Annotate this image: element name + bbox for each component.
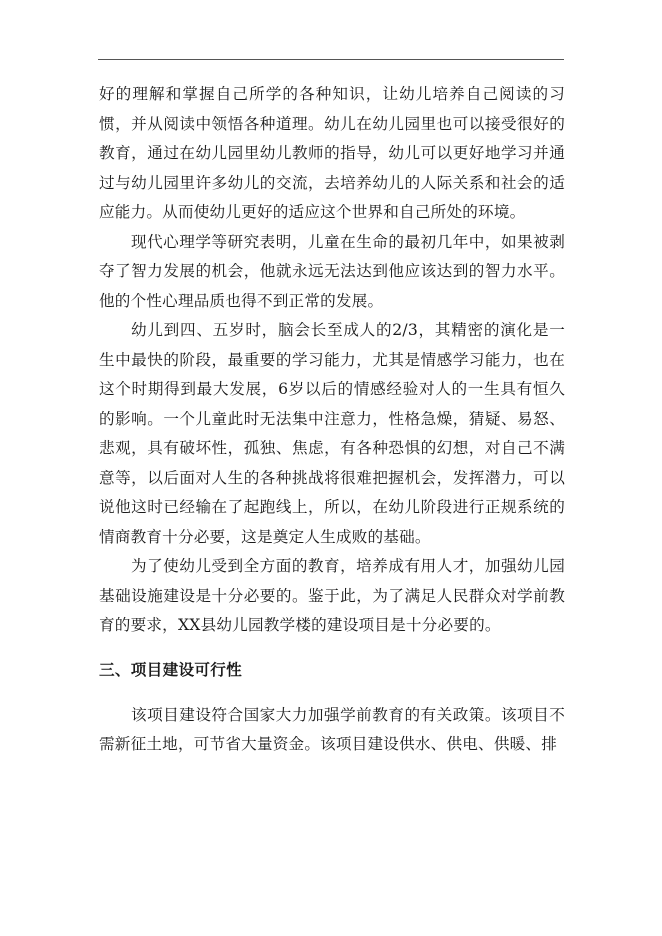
paragraph-2: 现代心理学等研究表明，儿童在生命的最初几年中，如果被剥夺了智力发展的机会，他就永远无法达到他应该达到的智力水平。他的个性心理品质也得不到正常的发展。: [99, 232, 565, 310]
paragraph-4: 为了使幼儿受到全方面的教育，培养成有用人才，加强幼儿园基础设施建设是十分必要的。鉴于此，为了满足人民群众对学前教育的要求，XX县幼儿园教学楼的建设项目是十分必要的。: [99, 557, 565, 634]
paragraph-3: 幼儿到四、五岁时，脑会长至成人的2/3，其精密的演化是一生中最快的阶段，最重要的学习能力，尤其是情感学习能力，也在这个时期得到最大发展，6岁以后的情感经验对人的一生具有恒久的影响。一个儿童此时无法集中注意力，性格急燥，猜疑、易怒、悲观，具有破坏性，孤独、焦虑，有各种恐惧的幻想，对自己不满意等，以后面对人生的各种挑战将很难把握机会，发挥潜力，可以说他这时已经输在了起跑线上，所以，在幼儿阶段进行正规系统的情商教育十分必要，这是奠定人生成败的基础。: [99, 321, 565, 546]
paragraph-1: 好的理解和掌握自己所学的各种知识，让幼儿培养自己阅读的习惯，并从阅读中领悟各种道理。幼儿在幼儿园里也可以接受很好的教育，通过在幼儿园里幼儿教师的指导，幼儿可以更好地学习并通过与幼儿园里许多幼儿的交流，去培养幼儿的人际关系和社会的适应能力。从而使幼儿更好的适应这个世界和自己所处的环境。: [99, 85, 565, 221]
header-rule: [98, 59, 564, 60]
document-body: [99, 80, 565, 760]
paragraph-5: 该项目建设符合国家大力加强学前教育的有关政策。该项目不需新征土地，可节省大量资金。该项目建设供水、供电、供暖、排: [99, 705, 565, 753]
section-heading: 三、项目建设可行性: [99, 660, 243, 679]
